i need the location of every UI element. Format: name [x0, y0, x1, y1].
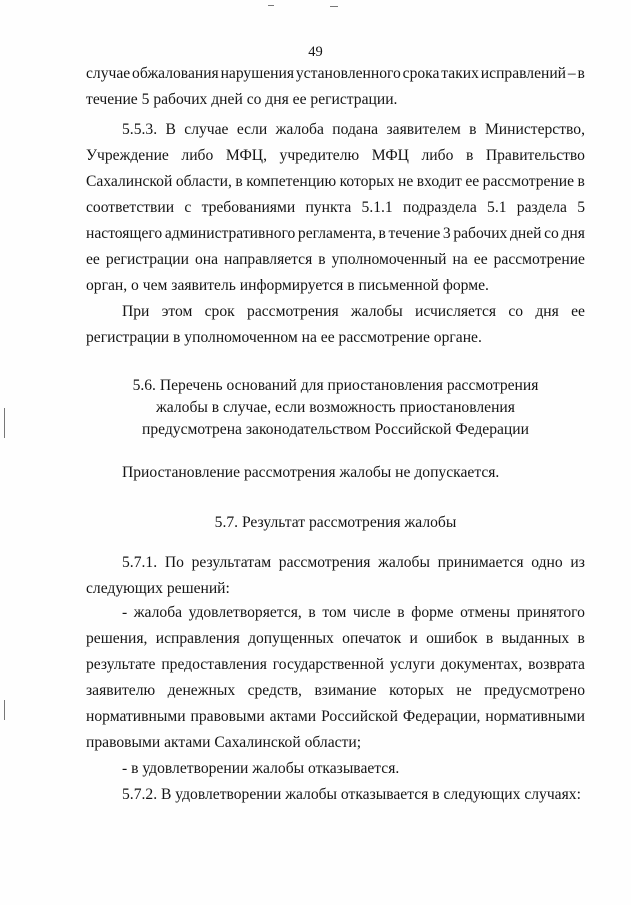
word: компетенцию	[246, 173, 337, 190]
word: области,	[175, 173, 232, 190]
word: жалобы	[350, 303, 403, 320]
word: актами	[269, 708, 317, 725]
word: 5.7.1.	[122, 554, 158, 571]
paragraph-5-5-3	[86, 117, 585, 299]
heading-line: 5.6. Перечень оснований для приостановления рассмотрения	[132, 377, 539, 394]
scan-speck	[330, 6, 338, 7]
word: рассмотрение	[482, 173, 575, 190]
word: Федерации,	[402, 708, 481, 725]
word: обжалования	[132, 65, 219, 82]
word: результате	[86, 656, 156, 673]
word: в	[378, 225, 386, 242]
word: на	[452, 251, 468, 268]
text-line	[86, 117, 585, 143]
word: исчисляется	[415, 303, 497, 320]
word: государственной	[272, 656, 384, 673]
text-line	[86, 550, 585, 576]
word: и	[409, 630, 418, 647]
word: требованиями	[201, 199, 296, 216]
word: ее	[465, 173, 480, 190]
word: которых	[389, 682, 444, 699]
word: форме	[411, 604, 454, 621]
scan-speck	[4, 700, 5, 720]
word: установленного	[295, 65, 401, 82]
word: заявителю	[86, 682, 156, 699]
word: в	[577, 630, 585, 647]
paragraph-5-7-1	[86, 550, 585, 602]
text-line	[86, 600, 585, 626]
paragraph-5-7-2	[86, 782, 585, 808]
text-line	[86, 626, 585, 652]
word: отмены	[460, 604, 511, 621]
word: либо	[181, 147, 214, 164]
paragraph-no-suspension	[86, 460, 585, 486]
word: предусмотрено	[484, 682, 585, 699]
word: уполномоченный	[331, 251, 447, 268]
word: дня	[535, 303, 559, 320]
word: Российской	[321, 708, 398, 725]
text-line	[86, 221, 585, 247]
word: исправлений	[480, 65, 567, 82]
text-line	[86, 61, 585, 87]
word: МФЦ,	[225, 147, 267, 164]
text-line	[86, 169, 585, 195]
word: -	[122, 604, 128, 621]
word: которых	[339, 173, 395, 190]
word: в	[465, 147, 474, 164]
word: Сахалинской	[86, 173, 173, 190]
word: дней	[509, 225, 542, 242]
text-line	[86, 299, 585, 325]
word: допущенных	[248, 630, 334, 647]
word: 5.5.3.	[122, 121, 158, 138]
text-line	[86, 195, 585, 221]
word: ее	[473, 251, 488, 268]
word: заявителем	[386, 121, 461, 138]
paragraph-continuation	[86, 61, 585, 113]
section-heading-5-7	[86, 512, 585, 534]
text-line: 5.7.2. В удовлетворении жалобы отказывается в следующих случаях:	[122, 786, 581, 803]
text-line: орган, о чем заявитель информируется в письменной форме.	[86, 277, 489, 294]
word: не	[456, 682, 472, 699]
word: со	[544, 225, 559, 242]
word: случае	[86, 65, 131, 82]
word: том	[322, 604, 347, 621]
word: в	[577, 173, 585, 190]
word: нормативными	[485, 708, 585, 725]
word: из	[570, 554, 585, 571]
text-line: течение 5 рабочих дней со дня ее регистрации.	[86, 91, 398, 108]
word: если	[236, 121, 268, 138]
word: ошибок	[426, 630, 478, 647]
paragraph-complaint-satisfied	[86, 600, 585, 756]
word: случае	[184, 121, 229, 138]
word: срок	[204, 303, 235, 320]
word: административного	[164, 225, 296, 242]
word: не	[397, 173, 414, 190]
word: нормативными	[86, 708, 186, 725]
heading-line: предусмотрена законодательством Российской Федерации	[142, 421, 529, 438]
word: рассмотрения	[278, 554, 371, 571]
text-line	[86, 652, 585, 678]
word: В	[165, 121, 176, 138]
word: По	[164, 554, 184, 571]
word: этом	[161, 303, 193, 320]
text-line: Приостановление рассмотрения жалобы не допускается.	[122, 464, 500, 481]
heading-line: жалобы в случае, если возможность приостановления	[156, 399, 515, 416]
word: соответствии	[86, 199, 175, 216]
section-heading-5-6	[86, 375, 585, 441]
word: нарушения	[220, 65, 295, 82]
word: рассмотрение	[493, 251, 585, 268]
word: пункта	[305, 199, 352, 216]
word: правовыми	[190, 708, 265, 725]
word: в	[397, 604, 405, 621]
word: дня	[561, 225, 585, 242]
word: 5.1.1	[361, 199, 393, 216]
word: она	[194, 251, 219, 268]
word: средств,	[247, 682, 302, 699]
word: в	[308, 604, 316, 621]
word: со	[508, 303, 524, 320]
word: жалоба	[275, 121, 324, 138]
word: раздела	[516, 199, 567, 216]
word: в	[235, 173, 243, 190]
text-line: регистрации в уполномоченном на ее рассмотрение органе.	[86, 329, 482, 346]
word: срока	[402, 65, 440, 82]
text-line: правовыми актами Сахалинской области;	[86, 734, 362, 751]
word: исправления	[155, 630, 240, 647]
word: подраздела	[402, 199, 477, 216]
word: числе	[352, 604, 391, 621]
text-line	[86, 247, 585, 273]
word: течение	[388, 225, 441, 242]
word: –	[567, 65, 576, 82]
word: регистрации	[105, 251, 189, 268]
word: учредителю	[279, 147, 360, 164]
text-line: - в удовлетворении жалобы отказывается.	[122, 760, 400, 777]
word: ее	[571, 303, 585, 320]
word: входит	[416, 173, 462, 190]
word: выданных	[501, 630, 570, 647]
word: ее	[86, 251, 100, 268]
word: 5.1	[487, 199, 507, 216]
word: документах,	[440, 656, 523, 673]
text-line: следующих решений:	[86, 580, 230, 597]
word: возврата	[528, 656, 585, 673]
page-number: 49	[308, 44, 323, 60]
word: таких	[441, 65, 479, 82]
word: подана	[332, 121, 379, 138]
word: Учреждение	[86, 147, 169, 164]
word: с	[184, 199, 192, 216]
word: взимание	[314, 682, 377, 699]
paragraph-review-term	[86, 299, 585, 351]
word: в	[577, 65, 585, 82]
word: Правительство	[485, 147, 585, 164]
word: 3	[442, 225, 451, 242]
word: принятого	[516, 604, 585, 621]
word: денежных	[167, 682, 236, 699]
word: решения,	[86, 630, 148, 647]
word: жалоба	[133, 604, 183, 621]
word: в	[485, 630, 494, 647]
text-line	[86, 704, 585, 730]
word: направляется	[224, 251, 313, 268]
word: 5	[577, 199, 585, 216]
word: в	[318, 251, 326, 268]
paragraph-complaint-rejected	[86, 756, 585, 782]
word: услуги	[389, 656, 435, 673]
word: МФЦ	[371, 147, 409, 164]
word: регламента,	[297, 225, 376, 242]
heading-line: 5.7. Результат рассмотрения жалобы	[214, 514, 457, 531]
word: рассмотрения	[247, 303, 339, 320]
word: результатам	[191, 554, 272, 571]
text-line	[86, 143, 585, 169]
word: удовлетворяется,	[188, 604, 302, 621]
scan-speck	[268, 5, 274, 6]
word: опечаток	[342, 630, 402, 647]
word: предоставления	[161, 656, 267, 673]
word: принимается	[437, 554, 524, 571]
word: рабочих	[453, 225, 508, 242]
word: При	[122, 303, 150, 320]
word: Министерство,	[484, 121, 585, 138]
word: жалобы	[378, 554, 430, 571]
word: либо	[421, 147, 454, 164]
word: в	[469, 121, 477, 138]
scan-speck	[4, 408, 5, 438]
word: одно	[531, 554, 563, 571]
word: настоящего	[86, 225, 163, 242]
text-line	[86, 678, 585, 704]
